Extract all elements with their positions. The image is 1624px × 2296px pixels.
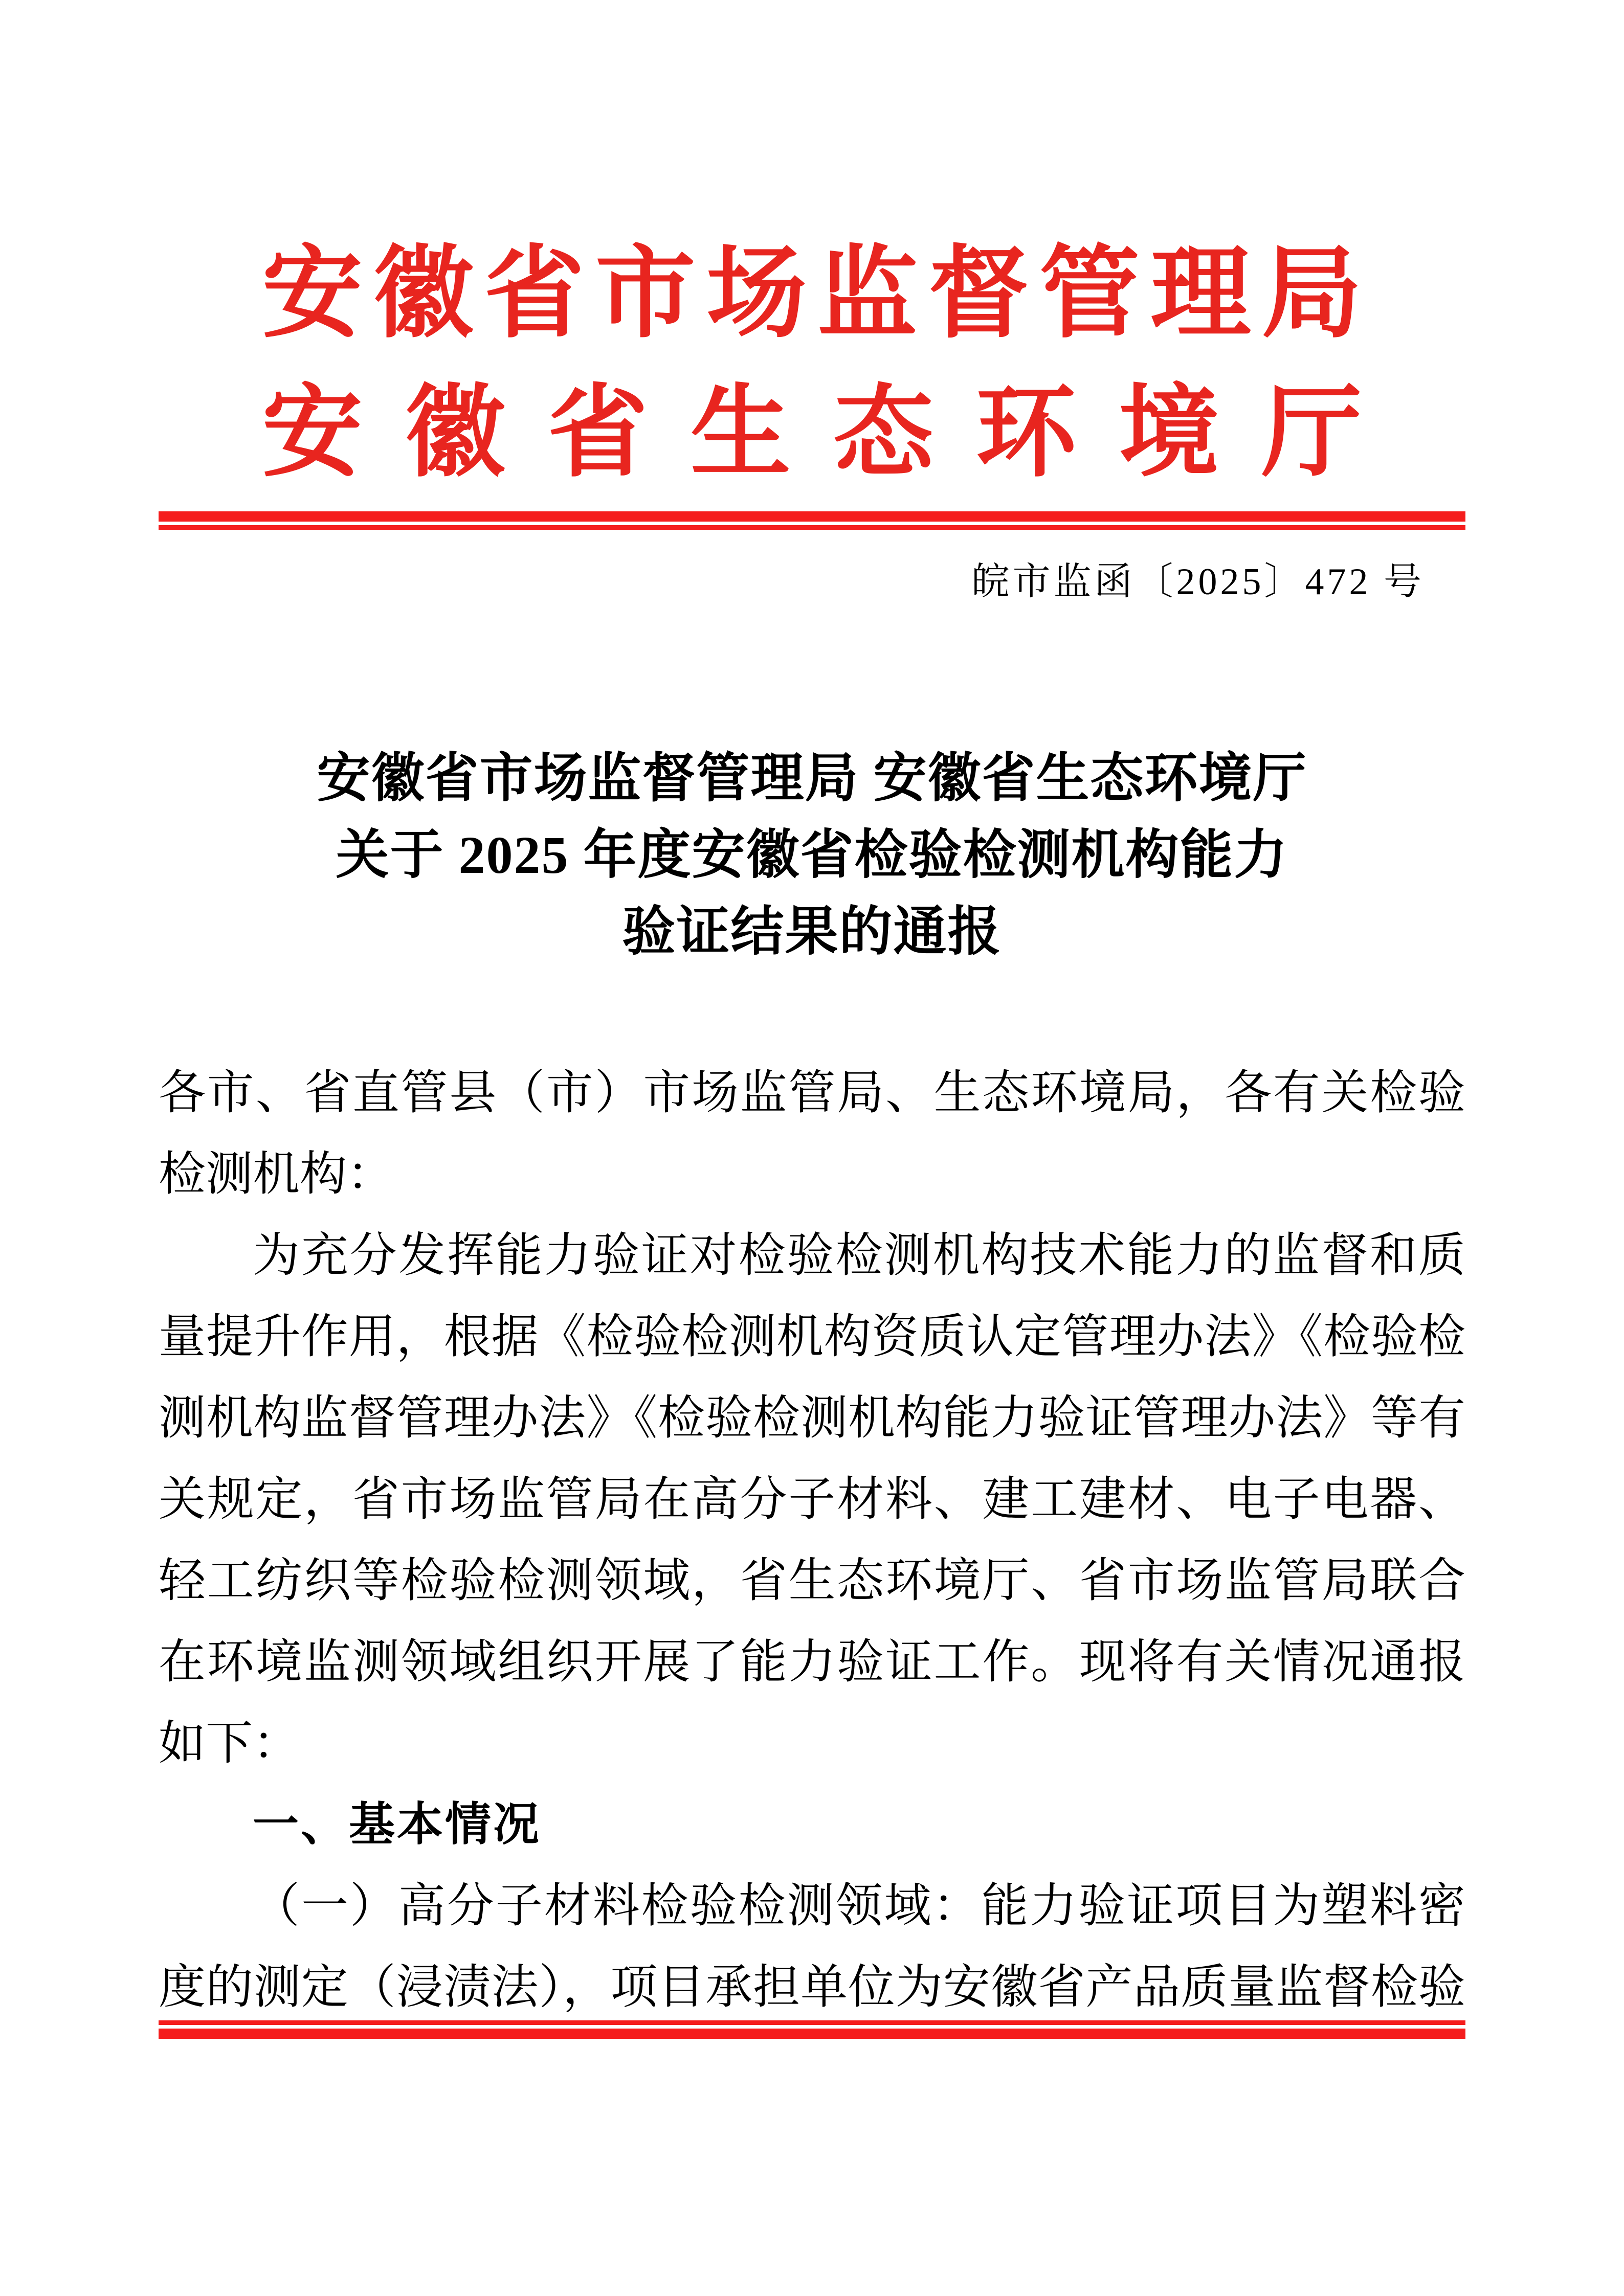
header-separator-thick-rule bbox=[159, 511, 1465, 522]
body-line: 为充分发挥能力验证对检验检测机构技术能力的监督和质 bbox=[253, 1229, 1465, 1281]
header-separator bbox=[159, 511, 1465, 530]
header-separator-thin-rule bbox=[159, 525, 1465, 530]
body-line-salutation-1: 各市、省直管县（市）市场监管局、生态环境局，各有关检验 bbox=[159, 1067, 1465, 1119]
body-line: 量提升作用，根据《检验检测机构资质认定管理办法》《检验检 bbox=[159, 1311, 1465, 1363]
document-title-line-3: 验证结果的通报 bbox=[622, 903, 1002, 961]
section-heading-basic-situation: 一、基本情况 bbox=[253, 1799, 541, 1850]
body-line: 在环境监测领域组织开展了能力验证工作。现将有关情况通报 bbox=[159, 1636, 1465, 1688]
document-title bbox=[159, 740, 1465, 971]
footer-separator bbox=[159, 2020, 1465, 2039]
document-body bbox=[159, 1052, 1465, 2028]
agency-name-ecology-environment: 安徽省生态环境厅 bbox=[262, 378, 1362, 489]
letterhead bbox=[159, 0, 1465, 503]
body-line: 度的测定（浸渍法），项目承担单位为安徽省产品质量监督检验 bbox=[159, 1961, 1465, 2013]
body-line: 关规定，省市场监管局在高分子材料、建工建材、电子电器、 bbox=[159, 1473, 1465, 1525]
body-line: 测机构监督管理办法》《检验检测机构能力验证管理办法》等有 bbox=[159, 1392, 1465, 1444]
document-number: 皖市监函〔2025〕472 号 bbox=[971, 561, 1425, 603]
body-line-salutation-2: 检测机构： bbox=[159, 1148, 394, 1200]
document-title-line-2: 关于 2025 年度安徽省检验检测机构能力 bbox=[336, 826, 1288, 885]
agency-name-market-regulation: 安徽省市场监督管理局 bbox=[262, 239, 1362, 350]
body-line: 轻工纺织等检验检测领域，省生态环境厅、省市场监管局联合 bbox=[159, 1555, 1465, 1607]
document-title-line-1: 安徽省市场监督管理局 安徽省生态环境厅 bbox=[317, 749, 1307, 808]
footer-separator-thick-rule bbox=[159, 2029, 1465, 2039]
body-line: 如下： bbox=[159, 1717, 300, 1769]
body-line: （一）高分子材料检验检测领域：能力验证项目为塑料密 bbox=[253, 1880, 1465, 1932]
footer-separator-thin-rule bbox=[159, 2020, 1465, 2025]
